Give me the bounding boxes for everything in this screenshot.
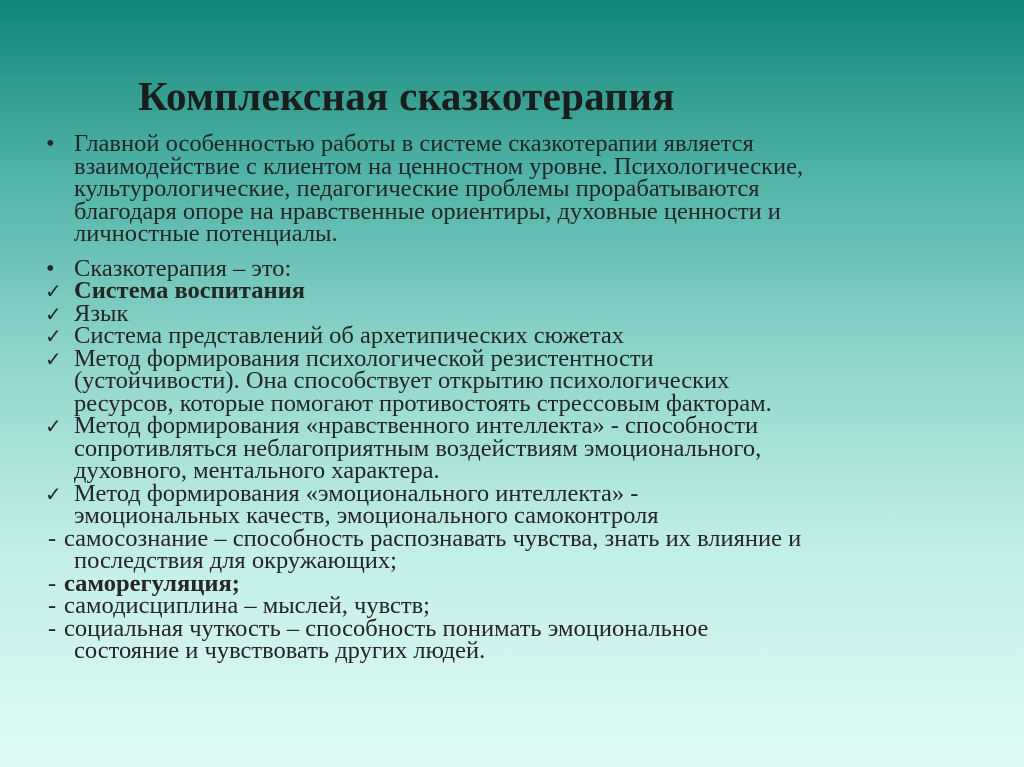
check-item-line: Метод формирования «нравственного интеллекта» - способности <box>74 412 759 439</box>
dash-item-line: состояние и чувствовать других людей. <box>74 637 486 664</box>
check-item-line: Метод формирования психологической резистентности <box>74 344 654 372</box>
check-icon: ✓ <box>45 324 62 348</box>
dash-marker: - <box>48 614 57 642</box>
paragraph-line: культурологические, педагогические проблемы прорабатываются <box>74 175 760 202</box>
paragraph-line: благодаря опоре на нравственные ориентиры, духовные ценности и <box>74 197 781 225</box>
check-item-line: Система воспитания <box>74 277 305 304</box>
dash-item-line: последствия для окружающих; <box>74 547 397 574</box>
dash-item <box>44 614 979 664</box>
paragraph-line: взаимодействие с клиентом на ценностном уровне. Психологические, <box>74 152 804 180</box>
bullet-marker: • <box>46 254 55 282</box>
slide-content <box>44 130 979 664</box>
check-item-line: Система представлений об архетипических сюжетах <box>74 322 624 349</box>
check-item-line: Язык <box>74 299 129 327</box>
check-item-line: сопротивляться неблагоприятным воздействиям эмоционального, <box>74 434 762 462</box>
paragraph-main <box>44 130 979 247</box>
check-item <box>44 412 979 484</box>
dash-marker: - <box>48 569 57 597</box>
paragraph-line: личностные потенциалы. <box>74 220 338 247</box>
check-icon: ✓ <box>45 481 62 506</box>
check-item-line: эмоциональных качеств, эмоционального самоконтроля <box>74 502 659 529</box>
check-item <box>44 479 979 529</box>
bullet-marker: • <box>46 130 55 157</box>
dash-marker: - <box>48 524 57 552</box>
paragraph-line: Главной особенностью работы в системе сказкотерапии является <box>74 130 754 157</box>
dash-item-line: социальная чуткость – способность понимать эмоциональное <box>64 614 709 642</box>
check-item-line: (устойчивости). Она способствует открытию психологических <box>74 367 730 394</box>
check-item-line: ресурсов, которые помогают противостоять стрессовым факторам. <box>74 389 772 417</box>
dash-item-line: самодисциплина – мыслей, чувств; <box>64 592 430 619</box>
check-icon: ✓ <box>45 346 62 371</box>
dash-item-line: самосознание – способность распознавать чувства, знать их влияние и <box>64 524 802 552</box>
dash-marker: - <box>48 592 57 619</box>
check-item-line: духовного, ментального характера. <box>74 457 440 484</box>
check-item-line: Метод формирования «эмоционального интеллекта» - <box>74 479 639 507</box>
check-icon: ✓ <box>45 279 62 303</box>
check-item <box>44 344 979 417</box>
slide-title: Комплексная сказкотерапия <box>138 73 675 119</box>
dash-item-line: саморегуляция; <box>64 569 240 597</box>
check-icon: ✓ <box>45 301 62 326</box>
intro-text: Сказкотерапия – это: <box>74 254 292 282</box>
check-icon: ✓ <box>45 414 62 438</box>
dash-item <box>44 524 979 574</box>
check-item <box>44 277 979 304</box>
